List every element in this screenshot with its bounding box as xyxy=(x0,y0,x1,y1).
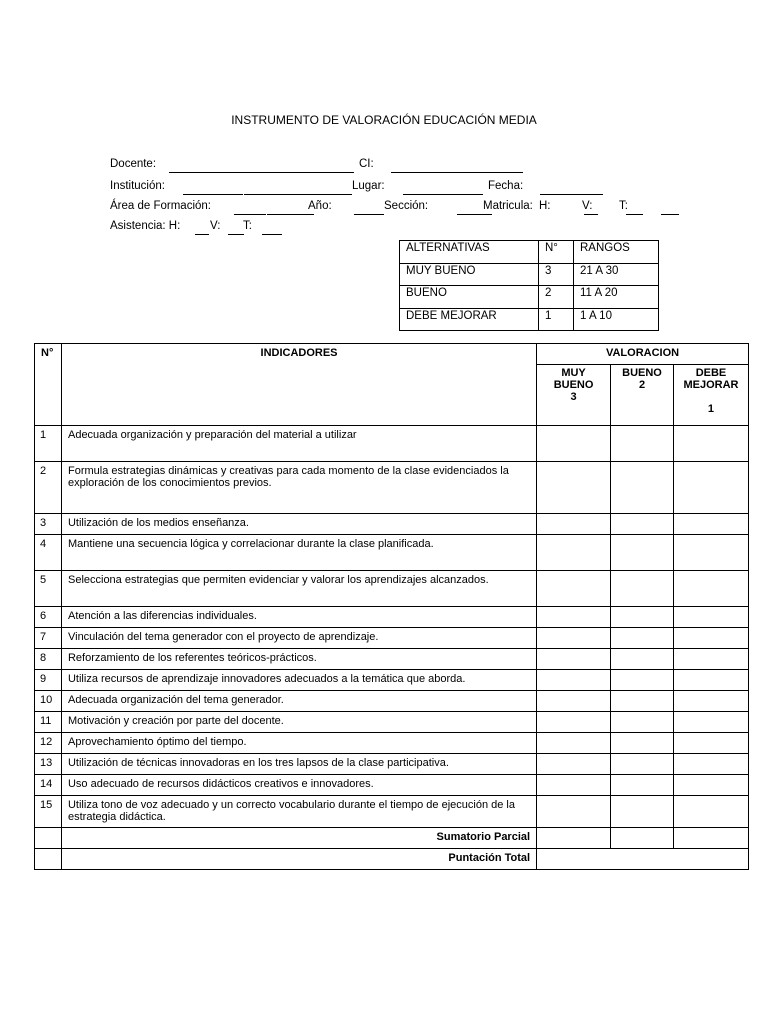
debe-mejorar-label: DEBE MEJORAR xyxy=(683,367,739,391)
anio-blank[interactable] xyxy=(354,214,384,215)
table-row xyxy=(35,712,749,733)
legend-header-row xyxy=(400,241,659,264)
asistencia-v-blank[interactable] xyxy=(228,234,244,235)
table-row xyxy=(35,796,749,828)
legend-cell: 21 A 30 xyxy=(574,263,659,286)
area-blank-2[interactable] xyxy=(267,214,314,215)
score-cell-muy-bueno[interactable] xyxy=(537,571,611,607)
score-cell-debe-mejorar[interactable] xyxy=(673,670,748,691)
indicator-text: Aprovechamiento óptimo del tiempo. xyxy=(61,733,536,754)
row-number: 8 xyxy=(35,649,62,670)
score-cell-bueno[interactable] xyxy=(611,607,674,628)
debe-mejorar-value: 1 xyxy=(707,403,715,415)
indicator-text: Adecuada organización del tema generador. xyxy=(61,691,536,712)
seccion-blank[interactable] xyxy=(457,214,492,215)
indicator-text: Utiliza recursos de aprendizaje innovadores adecuados a la temática que aborda. xyxy=(61,670,536,691)
table-row xyxy=(35,733,749,754)
legend-cell: 2 xyxy=(539,286,574,309)
score-cell-bueno[interactable] xyxy=(611,691,674,712)
asistencia-t-label: T: xyxy=(243,220,252,232)
col-indicadores-header: INDICADORES xyxy=(61,344,536,426)
score-cell-muy-bueno[interactable] xyxy=(537,514,611,535)
indicator-text: Uso adecuado de recursos didácticos creativos e innovadores. xyxy=(61,775,536,796)
matricula-t-label: T: xyxy=(619,200,628,212)
puntuacion-total-cell[interactable] xyxy=(537,849,749,870)
indicator-text: Mantiene una secuencia lógica y correlacionar durante la clase planificada. xyxy=(61,535,536,571)
score-cell-debe-mejorar[interactable] xyxy=(673,691,748,712)
table-row xyxy=(35,670,749,691)
row-number: 5 xyxy=(35,571,62,607)
row-number: 1 xyxy=(35,426,62,462)
score-cell-debe-mejorar[interactable] xyxy=(673,462,748,514)
score-cell-muy-bueno[interactable] xyxy=(537,712,611,733)
score-cell-muy-bueno[interactable] xyxy=(537,670,611,691)
score-cell-bueno[interactable] xyxy=(611,628,674,649)
score-cell-muy-bueno[interactable] xyxy=(537,628,611,649)
score-cell-bueno[interactable] xyxy=(611,670,674,691)
row-number: 13 xyxy=(35,754,62,775)
bueno-label: BUENO xyxy=(622,367,662,379)
debe-mejorar-header xyxy=(673,365,748,426)
score-cell-bueno[interactable] xyxy=(611,754,674,775)
matricula-t-blank[interactable] xyxy=(626,214,643,215)
indicator-text: Vinculación del tema generador con el proyecto de aprendizaje. xyxy=(61,628,536,649)
docente-blank[interactable] xyxy=(169,172,354,173)
row-number: 12 xyxy=(35,733,62,754)
score-cell-muy-bueno[interactable] xyxy=(537,607,611,628)
row-number: 2 xyxy=(35,462,62,514)
row-number: 3 xyxy=(35,514,62,535)
muy-bueno-label: MUY BUENO xyxy=(553,367,594,391)
col-num-header: N° xyxy=(35,344,62,426)
table-row xyxy=(35,775,749,796)
sumatorio-debe-mejorar-cell[interactable] xyxy=(673,828,748,849)
lugar-blank[interactable] xyxy=(403,194,483,195)
score-cell-bueno[interactable] xyxy=(611,649,674,670)
table-row xyxy=(35,571,749,607)
sumatorio-muy-bueno-cell[interactable] xyxy=(537,828,611,849)
score-cell-debe-mejorar[interactable] xyxy=(673,571,748,607)
legend-row xyxy=(400,286,659,309)
asistencia-h-blank[interactable] xyxy=(195,234,209,235)
table-row xyxy=(35,462,749,514)
score-cell-debe-mejorar[interactable] xyxy=(673,733,748,754)
row-number: 10 xyxy=(35,691,62,712)
institucion-blank-1[interactable] xyxy=(183,194,243,195)
table-row xyxy=(35,607,749,628)
ci-label: CI: xyxy=(359,158,374,170)
score-cell-muy-bueno[interactable] xyxy=(537,535,611,571)
score-cell-muy-bueno[interactable] xyxy=(537,691,611,712)
matricula-v-blank[interactable] xyxy=(584,214,598,215)
legend-row xyxy=(400,308,659,331)
seccion-label: Sección: xyxy=(384,200,429,212)
asistencia-t-blank[interactable] xyxy=(262,234,282,235)
matricula-label: Matricula: xyxy=(483,200,533,212)
muy-bueno-header xyxy=(537,365,611,426)
legend-header-cell: ALTERNATIVAS xyxy=(400,241,539,264)
anio-label: Año: xyxy=(308,200,332,212)
lugar-label: Lugar: xyxy=(352,180,385,192)
sumatorio-label: Sumatorio Parcial xyxy=(61,828,536,849)
indicator-text: Reforzamiento de los referentes teóricos-prácticos. xyxy=(61,649,536,670)
asistencia-v-label: V: xyxy=(210,220,221,232)
legend-header-cell: RANGOS xyxy=(574,241,659,264)
score-cell-debe-mejorar[interactable] xyxy=(673,514,748,535)
row-number: 9 xyxy=(35,670,62,691)
score-cell-bueno[interactable] xyxy=(611,426,674,462)
indicator-text: Selecciona estrategias que permiten evidenciar y valorar los aprendizajes alcanzados. xyxy=(61,571,536,607)
legend-cell: 3 xyxy=(539,263,574,286)
table-row xyxy=(35,535,749,571)
matricula-v-label: V: xyxy=(582,200,593,212)
legend-header-cell: N° xyxy=(539,241,574,264)
col-valoracion-header: VALORACION xyxy=(537,344,749,365)
indicator-text: Utiliza tono de voz adecuado y un correcto vocabulario durante el tiempo de ejecución de la estrategia didáctica. xyxy=(61,796,536,828)
table-row xyxy=(35,628,749,649)
score-cell-debe-mejorar[interactable] xyxy=(673,754,748,775)
legend-cell: 1 A 10 xyxy=(574,308,659,331)
area-formacion-label: Área de Formación: xyxy=(110,200,211,212)
sumatorio-row xyxy=(35,828,749,849)
puntuacion-row xyxy=(35,849,749,870)
score-cell-debe-mejorar[interactable] xyxy=(673,712,748,733)
table-row xyxy=(35,514,749,535)
sumatorio-blank xyxy=(35,828,62,849)
score-cell-muy-bueno[interactable] xyxy=(537,775,611,796)
muy-bueno-value: 3 xyxy=(570,391,577,403)
ci-blank[interactable] xyxy=(391,172,523,173)
row-number: 14 xyxy=(35,775,62,796)
table-row xyxy=(35,426,749,462)
score-cell-muy-bueno[interactable] xyxy=(537,796,611,828)
indicator-text: Atención a las diferencias individuales. xyxy=(61,607,536,628)
legend-cell: 11 A 20 xyxy=(574,286,659,309)
score-cell-muy-bueno[interactable] xyxy=(537,754,611,775)
bueno-header xyxy=(611,365,674,426)
table-row xyxy=(35,691,749,712)
score-cell-debe-mejorar[interactable] xyxy=(673,426,748,462)
puntuacion-blank xyxy=(35,849,62,870)
score-cell-muy-bueno[interactable] xyxy=(537,733,611,754)
score-cell-bueno[interactable] xyxy=(611,796,674,828)
score-cell-debe-mejorar[interactable] xyxy=(673,628,748,649)
institucion-label: Institución: xyxy=(110,180,165,192)
legend-cell: 1 xyxy=(539,308,574,331)
legend-table xyxy=(399,240,659,331)
score-cell-muy-bueno[interactable] xyxy=(537,462,611,514)
bueno-value: 2 xyxy=(638,379,646,391)
score-cell-bueno[interactable] xyxy=(611,514,674,535)
docente-label: Docente: xyxy=(110,158,157,170)
score-cell-debe-mejorar[interactable] xyxy=(673,535,748,571)
matricula-extra-blank[interactable] xyxy=(661,214,679,215)
legend-cell: BUENO xyxy=(400,286,539,309)
sumatorio-bueno-cell[interactable] xyxy=(611,828,674,849)
indicator-text: Utilización de técnicas innovadoras en los tres lapsos de la clase participativa. xyxy=(61,754,536,775)
matricula-h-label: H: xyxy=(539,200,551,212)
table-row xyxy=(35,649,749,670)
score-cell-debe-mejorar[interactable] xyxy=(673,775,748,796)
score-cell-bueno[interactable] xyxy=(611,775,674,796)
legend-cell: MUY BUENO xyxy=(400,263,539,286)
legend-cell: DEBE MEJORAR xyxy=(400,308,539,331)
row-number: 6 xyxy=(35,607,62,628)
fecha-blank[interactable] xyxy=(540,194,603,195)
puntuacion-label: Puntación Total xyxy=(61,849,536,870)
indicator-text: Utilización de los medios enseñanza. xyxy=(61,514,536,535)
indicator-text: Formula estrategias dinámicas y creativas para cada momento de la clase evidenciados la exploración de los conocimientos previos. xyxy=(61,462,536,514)
area-blank-1[interactable] xyxy=(234,214,266,215)
score-cell-bueno[interactable] xyxy=(611,535,674,571)
row-number: 11 xyxy=(35,712,62,733)
table-row xyxy=(35,754,749,775)
asistencia-label: Asistencia: H: xyxy=(110,220,181,232)
score-cell-bueno[interactable] xyxy=(611,571,674,607)
document-title: INSTRUMENTO DE VALORACIÓN EDUCACIÓN MEDIA xyxy=(231,113,537,127)
row-number: 4 xyxy=(35,535,62,571)
score-cell-muy-bueno[interactable] xyxy=(537,426,611,462)
score-cell-muy-bueno[interactable] xyxy=(537,649,611,670)
row-number: 15 xyxy=(35,796,62,828)
row-number: 7 xyxy=(35,628,62,649)
score-cell-debe-mejorar[interactable] xyxy=(673,607,748,628)
evaluation-table xyxy=(34,343,749,870)
indicator-text: Adecuada organización y preparación del material a utilizar xyxy=(61,426,536,462)
score-cell-bueno[interactable] xyxy=(611,733,674,754)
score-cell-bueno[interactable] xyxy=(611,462,674,514)
legend-row xyxy=(400,263,659,286)
score-cell-debe-mejorar[interactable] xyxy=(673,649,748,670)
fecha-label: Fecha: xyxy=(488,180,524,192)
score-cell-bueno[interactable] xyxy=(611,712,674,733)
table-header-row xyxy=(35,344,749,365)
score-cell-debe-mejorar[interactable] xyxy=(673,796,748,828)
institucion-blank-2[interactable] xyxy=(244,194,352,195)
indicator-text: Motivación y creación por parte del docente. xyxy=(61,712,536,733)
